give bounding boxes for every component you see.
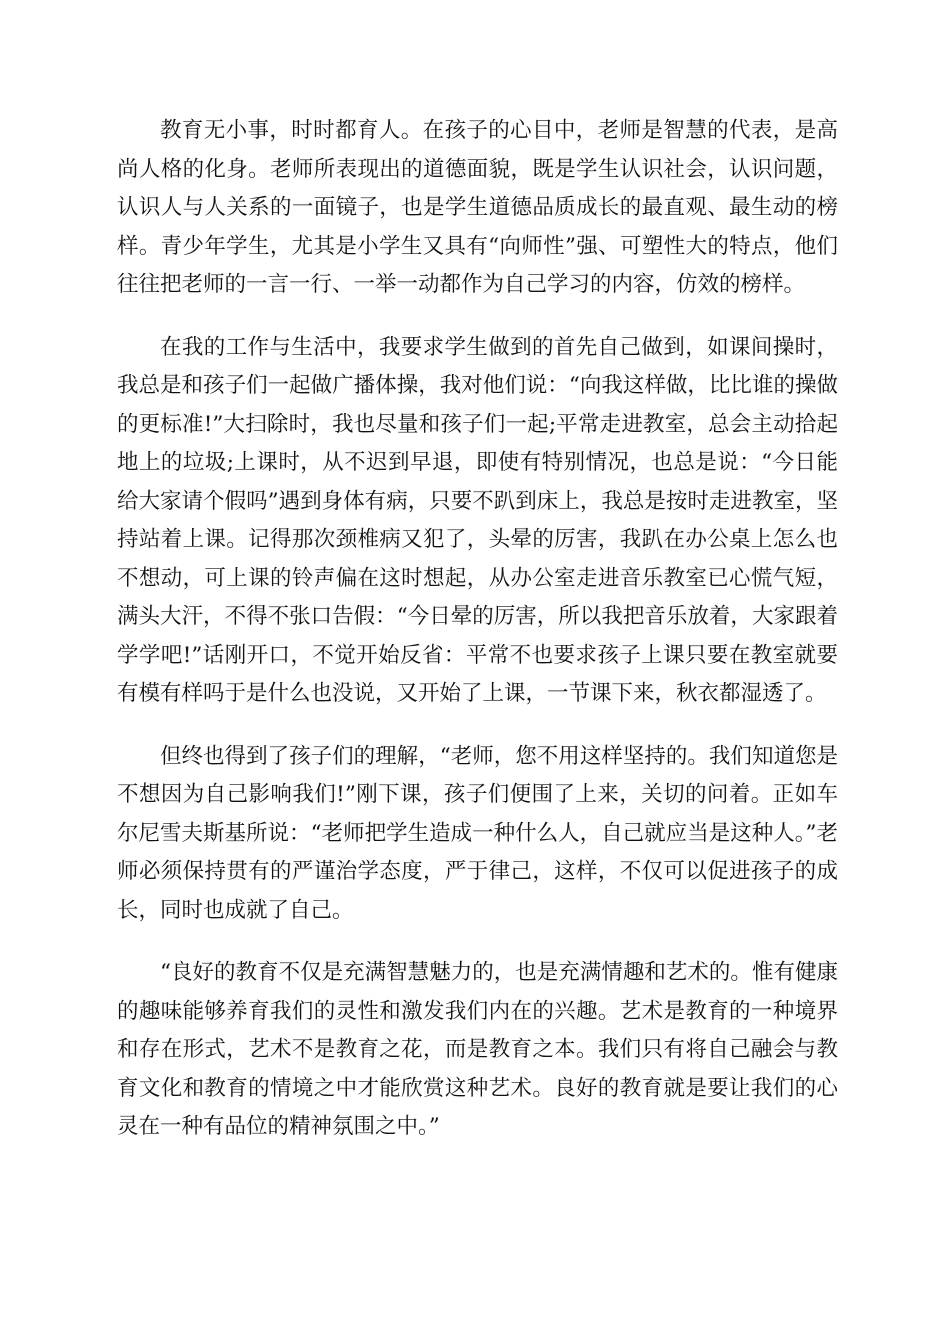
paragraph-4: “良好的教育不仅是充满智慧魅力的，也是充满情趣和艺术的。惟有健康的趣味能够养育我们的灵性和激发我们内在的兴趣。艺术是教育的一种境界和存在形式，艺术不是教育之花，而是教育之本。我们只有将自己融会与教育文化和教育的情境之中才能欣赏这种艺术。良好的教育就是要让我们的心灵在一种有品位的精神氛围之中。” bbox=[117, 960, 838, 1139]
paragraph-2: 在我的工作与生活中，我要求学生做到的首先自己做到，如课间操时，我总是和孩子们一起做广播体操，我对他们说：“向我这样做，比比谁的操做的更标准!”大扫除时，我也尽量和孩子们一起;平常走进教室，总会主动拾起地上的垃圾;上课时，从不迟到早退，即使有特别情况，也总是说：“今日能给大家请个假吗”遇到身体有病，只要不趴到床上，我总是按时走进教室，坚持站着上课。记得那次颈椎病又犯了，头晕的厉害，我趴在办公桌上怎么也不想动，可上课的铃声偏在这时想起，从办公室走进音乐教室已心慌气短，满头大汗，不得不张口告假：“今日晕的厉害，所以我把音乐放着，大家跟着学学吧!”话刚开口，不觉开始反省：平常不也要求孩子上课只要在教室就要有模有样吗于是什么也没说，又开始了上课，一节课下来，秋衣都湿透了。 bbox=[117, 334, 838, 706]
paragraph-3: 但终也得到了孩子们的理解，“老师，您不用这样坚持的。我们知道您是不想因为自己影响我们!”刚下课，孩子们便围了上来，关切的问着。正如车尔尼雪夫斯基所说：“老师把学生造成一种什么人，自己就应当是这种人。”老师必须保持贯有的严谨治学态度，严于律己，这样，不仅可以促进孩子的成长，同时也成就了自己。 bbox=[117, 743, 838, 923]
paragraph-1: 教育无小事，时时都育人。在孩子的心目中，老师是智慧的代表，是高尚人格的化身。老师所表现出的道德面貌，既是学生认识社会，认识问题，认识人与人关系的一面镜子，也是学生道德品质成长的最直观、最生动的榜样。青少年学生，尤其是小学生又具有“向师性”强、可塑性大的特点，他们往往把老师的一言一行、一举一动都作为自己学习的内容，仿效的榜样。 bbox=[117, 118, 838, 297]
